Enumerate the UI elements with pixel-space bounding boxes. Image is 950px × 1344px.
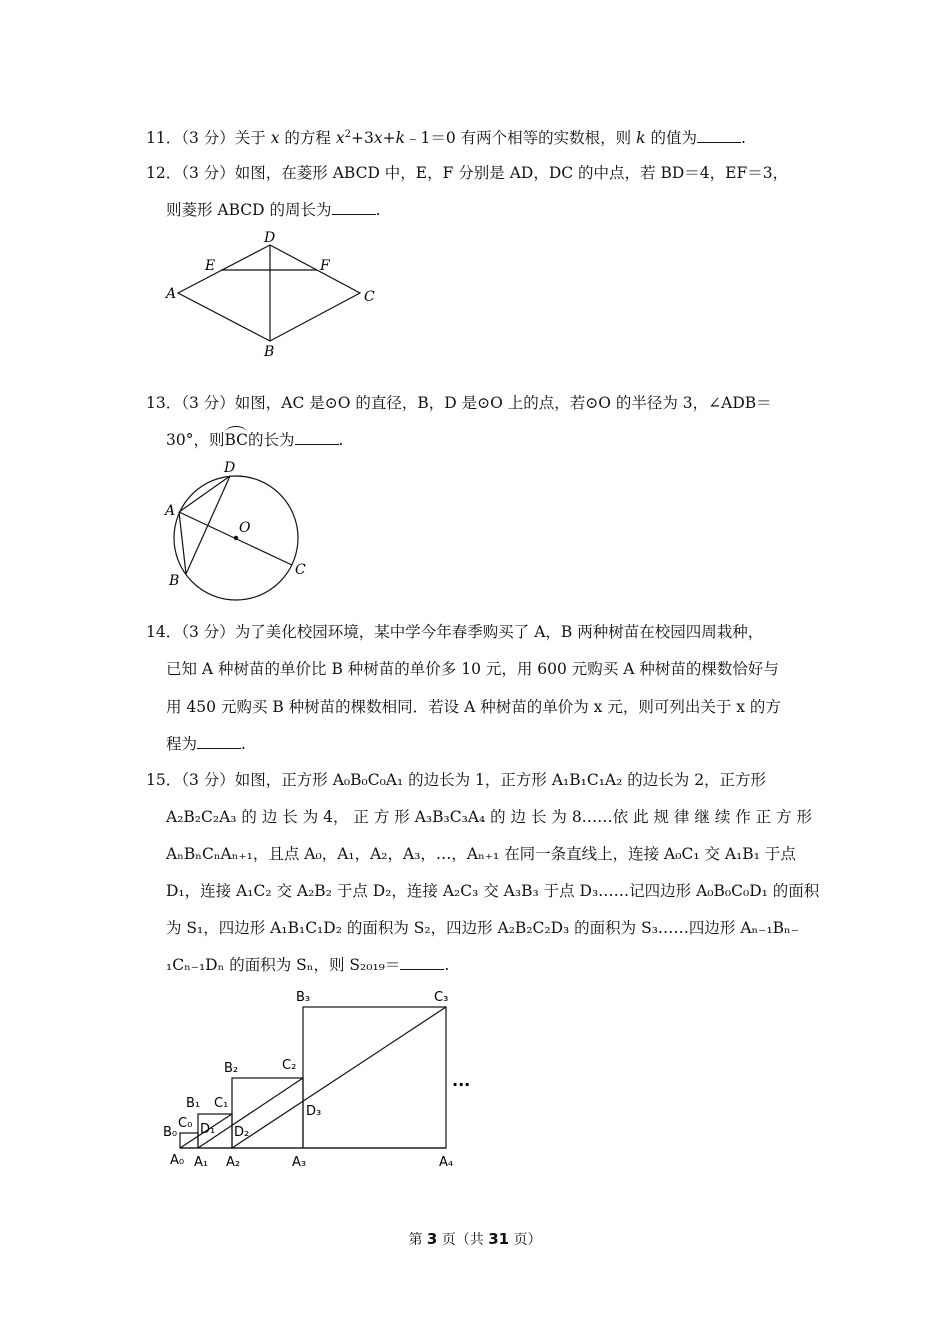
point-label-b: B [169, 573, 180, 589]
page-footer [0, 1229, 950, 1249]
question-text: A₂B₂C₂A₃ 的 边 长 为 4， 正 方 形 A₃B₃C₃A₄ 的 边 长 为 8……依 此 规 律 继 续 作 正 方 形 [166, 808, 813, 826]
point-label-c: C [295, 562, 306, 578]
label-d1: D₁ [200, 1122, 216, 1137]
footer-text: 页） [513, 1232, 542, 1248]
question-text: 为了美化校园环境，某中学今年春季购买了 A，B 两种树苗在校园四周栽种， [234, 623, 764, 641]
equation-part: +3 [351, 129, 374, 147]
square-3 [303, 1007, 446, 1148]
label-c0: C₀ [178, 1116, 193, 1131]
point-label-d: D [264, 230, 276, 246]
segment-a1c2 [198, 1078, 303, 1148]
period: . [241, 735, 246, 753]
question-text: D₁，连接 A₁C₂ 交 A₂B₂ 于点 D₂，连接 A₂C₃ 交 A₃B₃ 于点 D₃……记四边形 A₀B₀C₀D₁ 的面积 [166, 882, 820, 900]
question-number: 15． [146, 771, 182, 789]
question-text: ₁Cₙ₋₁Dₙ 的面积为 Sₙ，则 S₂₀₁₉＝ [166, 956, 401, 974]
question-text: 如图，在菱形 ABCD 中，E，F 分别是 AD，DC 的中点，若 BD＝4，EF＝3， [234, 164, 789, 182]
variable-x: x [270, 129, 280, 147]
point-label-o: O [239, 520, 251, 536]
question-text: 关于 [234, 129, 266, 147]
footer-text: 第 [408, 1232, 423, 1248]
label-a3: A₃ [292, 1155, 307, 1170]
arc-bc: BC [224, 431, 249, 449]
page-total: 31 [488, 1230, 510, 1248]
label-d3: D₃ [306, 1104, 322, 1119]
label-b3: B₃ [296, 990, 311, 1005]
label-b0: B₀ [163, 1125, 178, 1140]
label-a1: A₁ [194, 1155, 209, 1170]
label-a4: A₄ [439, 1155, 454, 1170]
question-text: 则菱形 ABCD 的周长为 [166, 201, 332, 219]
question-text: AₙBₙCₙAₙ₊₁，且点 A₀，A₁，A₂，A₃，…，Aₙ₊₁ 在同一条直线上，连接 A₀C₁ 交 A₁B₁ 于点 [166, 845, 796, 863]
question-score: （3 分） [181, 771, 235, 789]
label-c1: C₁ [214, 1096, 229, 1111]
label-a0: A₀ [170, 1153, 185, 1168]
point-label-d: D [224, 460, 236, 476]
label-c3: C₃ [434, 990, 449, 1005]
point-label-f: F [320, 258, 330, 274]
period: . [740, 129, 746, 147]
question-text: 30°，则 [166, 431, 225, 449]
label-b2: B₂ [224, 1061, 239, 1076]
label-d2: D₂ [234, 1125, 250, 1140]
equation-exponent: 2 [344, 128, 351, 140]
question-text: 为 S₁，四边形 A₁B₁C₁D₂ 的面积为 S₂，四边形 A₂B₂C₂D₃ 的面积为 S₃……四边形 Aₙ₋₁Bₙ₋ [166, 919, 799, 937]
label-b1: B₁ [186, 1096, 201, 1111]
question-text: 如图，正方形 A₀B₀C₀A₁ 的边长为 1，正方形 A₁B₁C₁A₂ 的边长为 2，正方形 [234, 771, 767, 789]
question-score: （3 分） [181, 394, 235, 412]
question-number: 11． [146, 129, 182, 147]
period: . [375, 201, 381, 219]
question-text: 的长为 [248, 431, 295, 449]
question-score: （3 分） [181, 129, 235, 147]
period: . [444, 956, 450, 974]
page-number: 3 [426, 1230, 438, 1248]
point-label-e: E [205, 258, 216, 274]
period: . [338, 431, 344, 449]
question-text: 如图，AC 是⊙O 的直径，B，D 是⊙O 上的点，若⊙O 的半径为 3，∠ADB＝ [234, 394, 772, 412]
question-text: 已知 A 种树苗的单价比 B 种树苗的单价多 10 元，用 600 元购买 A 种树苗的棵数恰好与 [166, 660, 779, 678]
question-number: 13． [146, 394, 182, 412]
point-label-a: A [165, 503, 176, 519]
question-text: 的方程 [284, 129, 331, 147]
point-label-c: C [364, 289, 375, 305]
question-text: 用 450 元购买 B 种树苗的棵数相同．若设 A 种树苗的单价为 x 元，则可列出关于 x 的方 [166, 698, 781, 716]
equation-part: + [382, 129, 396, 147]
question-score: （3 分） [181, 623, 235, 641]
point-label-b: B [264, 344, 275, 360]
question-score: （3 分） [181, 164, 235, 182]
label-c2: C₂ [282, 1058, 297, 1073]
question-text: 程为 [166, 735, 198, 753]
point-label-a: A [166, 286, 177, 302]
footer-text: 页（共 [441, 1232, 484, 1248]
variable-k: k [636, 129, 646, 147]
question-text: 的值为 [650, 129, 697, 147]
question-number: 14． [146, 623, 182, 641]
label-a2: A₂ [226, 1155, 241, 1170]
equation-var: k [395, 129, 406, 147]
equation-part: ﹣1＝0 有两个相等的实数根，则 [405, 129, 632, 147]
question-number: 12． [146, 164, 182, 182]
equation-var: x [335, 129, 345, 147]
equation-var: x [373, 129, 383, 147]
label-dots: ··· [452, 1075, 471, 1094]
